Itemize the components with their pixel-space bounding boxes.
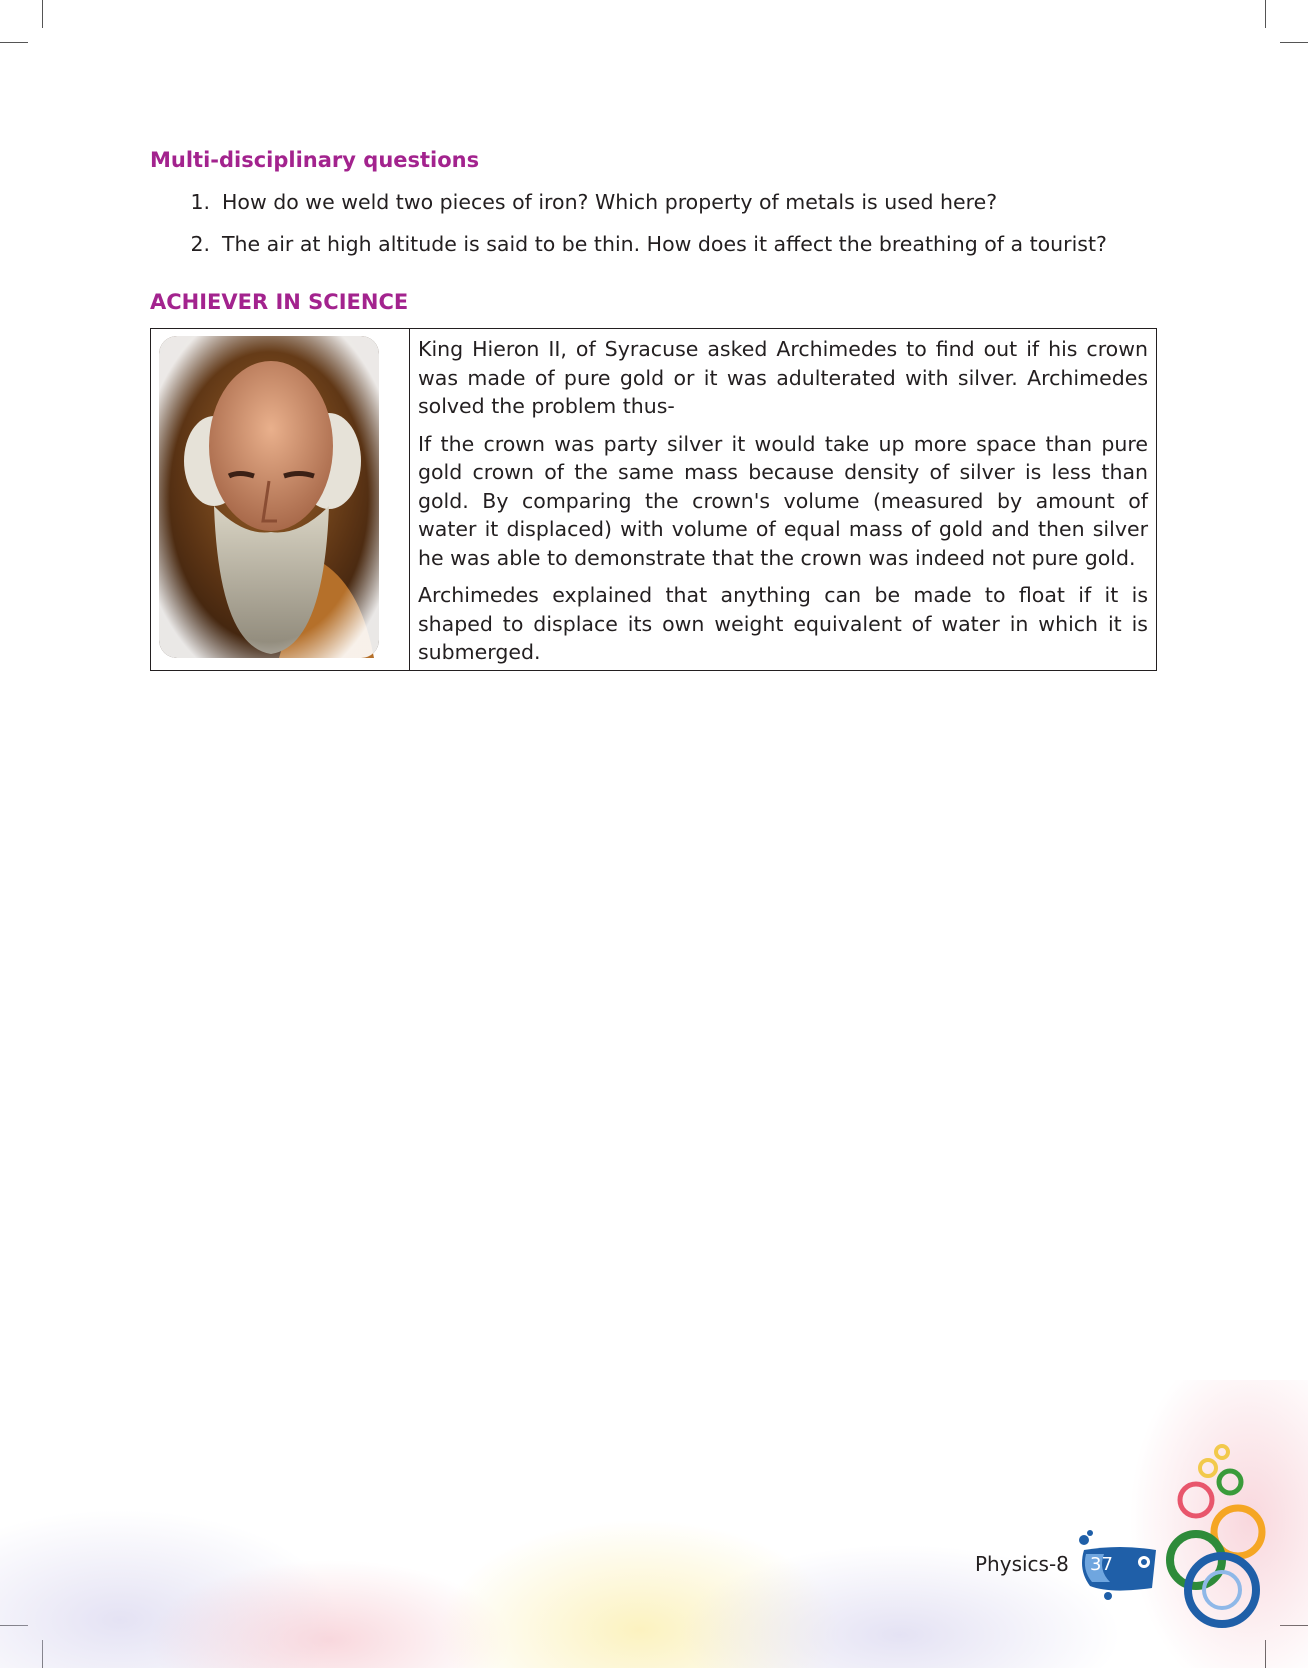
achiever-paragraph: If the crown was party silver it would take up more space than pure gold crown of the same mass because density of silver is less than gold. By comparing the crown's volume (measured by amount of water it displaced) with volume of equal mass of gold and then silver he was able to demonstrate that the crown was indeed not pure gold. (418, 431, 1148, 570)
question-number: 1. (190, 190, 210, 214)
watercolor-background (0, 1380, 1308, 1668)
section-heading-multidisciplinary: Multi-disciplinary questions (150, 148, 480, 172)
portrait-cell (151, 329, 410, 670)
page-number: 37 (1090, 1554, 1113, 1575)
achiever-paragraph: King Hieron II, of Syracuse asked Archimedes to find out if his crown was made of pure gold or it was adulterated with silver. Archimedes solved the problem thus- (418, 337, 1148, 418)
question-number: 2. (190, 232, 210, 256)
decorative-bubbles (1150, 1440, 1308, 1668)
page-number-badge-icon (1070, 1530, 1160, 1602)
archimedes-portrait (159, 336, 379, 658)
question-item (150, 230, 1150, 258)
crop-mark (42, 0, 43, 28)
footer-book-title: Physics-8 (975, 1552, 1069, 1576)
question-text: The air at high altitude is said to be thin. How does it affect the breathing of a tourist? (222, 232, 1107, 256)
achiever-text (410, 329, 1156, 670)
crop-mark (1265, 0, 1266, 28)
crop-mark (0, 42, 28, 43)
crop-mark (1280, 42, 1308, 43)
achiever-paragraph: Archimedes explained that anything can be made to float if it is shaped to displace its own weight equivalent of water in which it is submerged. (418, 583, 1148, 664)
question-item (150, 188, 1150, 216)
achiever-box (150, 328, 1157, 671)
question-text: How do we weld two pieces of iron? Which property of metals is used here? (222, 190, 998, 214)
question-list (150, 188, 1150, 272)
section-heading-achiever: ACHIEVER IN SCIENCE (150, 290, 409, 314)
